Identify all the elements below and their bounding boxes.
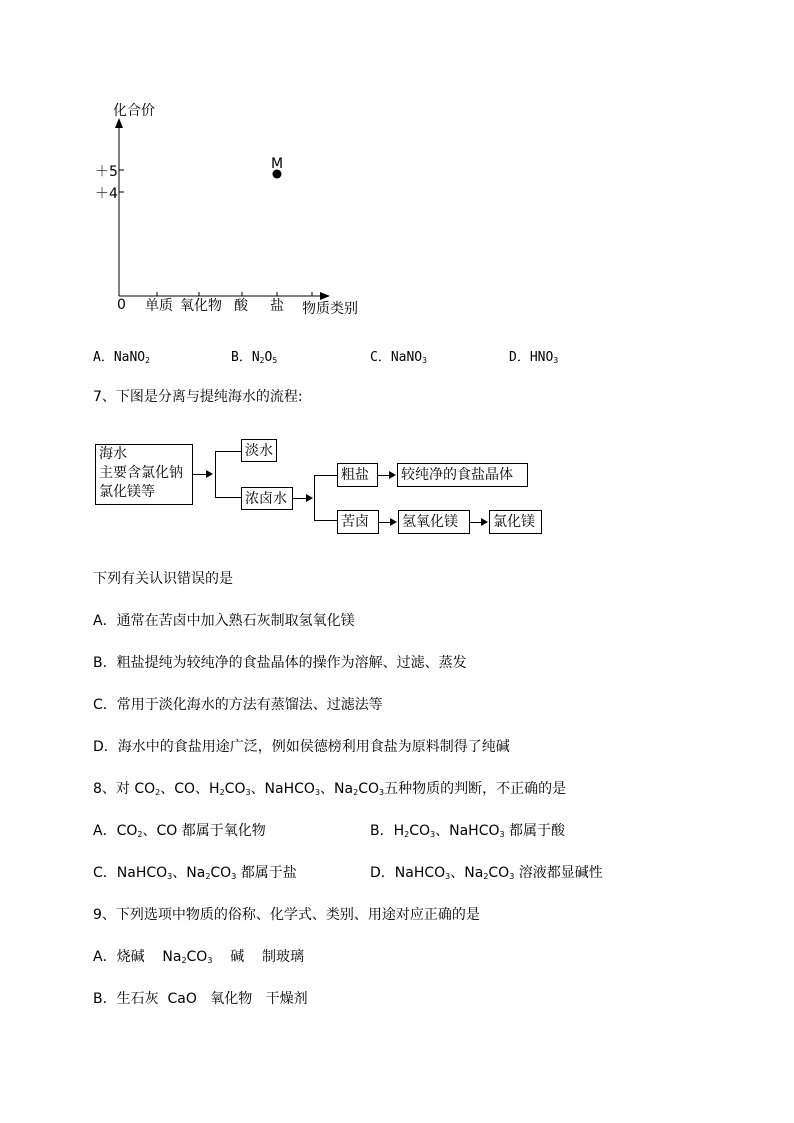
seawater-line: 氯化镁等 (99, 484, 155, 500)
category-label: 盐 (270, 298, 284, 314)
category-label: 酸 (234, 298, 248, 314)
q7-title: 7、下图是分离与提纯海水的流程: (93, 389, 303, 405)
box-bittern: 苦卤 (337, 510, 379, 534)
q8-option-c[interactable]: C．NaHCO$_3$、$Na_2CO_3$ 都属于盐 (93, 865, 297, 881)
origin-label: 0 (117, 297, 126, 313)
y-tick-label: ＋5 (95, 164, 118, 180)
option-letter: D． (509, 350, 530, 365)
x-axis-label: 物质类别 (302, 301, 358, 317)
option-text: 都属于氧化物 (181, 823, 266, 839)
formula: O (264, 350, 273, 365)
option-text: 溶液都显碱性 (518, 865, 603, 881)
box-crude-salt: 粗盐 (337, 463, 378, 487)
category-label: 氧化物 (180, 298, 222, 314)
q6-option-d[interactable] (509, 346, 558, 365)
seawater-line: 主要含氯化钠 (99, 465, 183, 481)
category-label: 单质 (145, 298, 173, 314)
common-name: 烧碱 (116, 949, 145, 965)
point-label: M (271, 156, 284, 172)
formula: HNO (529, 350, 554, 365)
q6-option-b[interactable] (231, 346, 277, 365)
connector (314, 475, 337, 476)
category: 氧化物 (210, 991, 253, 1007)
connector (314, 520, 337, 521)
common-name: 生石灰 (116, 991, 159, 1007)
x-ticks (157, 292, 312, 296)
x-axis-arrow (320, 292, 330, 300)
connector (215, 451, 216, 498)
q7-option-d[interactable]: D．海水中的食盐用途广泛，例如侯德榜利用食盐为原料制得了纯碱 (93, 739, 510, 755)
q7-option-b[interactable]: B．粗盐提纯为较纯净的食盐晶体的操作为溶解、过滤、蒸发 (93, 655, 467, 671)
q8-title-prefix: 8、对 CO (93, 781, 156, 797)
q8-option-a[interactable]: A．$CO_2$、CO 都属于氧化物 (93, 823, 266, 839)
connector (293, 498, 307, 499)
option-text: 都属于盐 (240, 865, 297, 881)
q9-title: 9、下列选项中物质的俗称、化学式、类别、用途对应正确的是 (93, 907, 480, 923)
arrow-icon (390, 518, 397, 526)
arrow-icon (306, 494, 313, 502)
arrow-icon (389, 471, 396, 479)
option-letter: B． (93, 991, 117, 1007)
category: 碱 (230, 949, 245, 965)
option-letter: A． (93, 949, 117, 965)
q9-option-b[interactable] (93, 990, 308, 1008)
use: 干燥剂 (265, 991, 308, 1007)
y-axis-label: 化合价 (113, 103, 155, 119)
chart-svg (0, 0, 794, 340)
q7-option-c[interactable]: C．常用于淡化海水的方法有蒸馏法、过滤法等 (93, 697, 383, 713)
arrow-icon (206, 470, 213, 478)
box-fresh-water: 淡水 (241, 439, 277, 462)
box-pure-salt: 较纯净的食盐晶体 (397, 463, 528, 487)
subscript: 3 (553, 356, 559, 365)
option-letter: C． (370, 350, 391, 365)
q7-stem: 下列有关认识错误的是 (93, 571, 233, 587)
y-ticks (119, 170, 124, 192)
option-letter: A． (93, 350, 114, 365)
y-tick-label: ＋4 (95, 186, 118, 202)
subscript: 2 (259, 356, 265, 365)
formula: CaO (167, 991, 197, 1007)
q8-option-b[interactable]: B．$H_2CO_3$、NaHCO$_3$ 都属于酸 (370, 823, 566, 839)
connector (215, 497, 241, 498)
q8-title-suffix: 五种物质的判断，不正确的是 (384, 781, 567, 797)
seawater-line: 海水 (99, 446, 127, 462)
box-mg-hydroxide: 氢氧化镁 (398, 510, 470, 534)
q7-option-a[interactable]: A．通常在苦卤中加入熟石灰制取氢氧化镁 (93, 613, 355, 629)
q8-title: 8、对 $CO_2$、CO、$H_2CO_3$、NaHCO$_3$、$Na_2CO_3$五种物质的判断，不正确的是 (93, 781, 567, 797)
q8-option-d[interactable]: D．NaHCO$_3$、$Na_2CO_3$ 溶液都显碱性 (370, 865, 603, 881)
formula: NaNO (113, 350, 146, 365)
connector (215, 451, 241, 452)
use: 制玻璃 (262, 949, 305, 965)
connector (314, 475, 315, 521)
formula: N (251, 350, 260, 365)
subscript: 5 (272, 356, 278, 365)
connector (193, 474, 207, 475)
q6-option-c[interactable] (370, 346, 427, 365)
box-mg-chloride: 氯化镁 (489, 510, 542, 534)
option-text: 都属于酸 (509, 823, 566, 839)
q9-option-a[interactable]: A．烧碱 $Na_2CO_3$ 碱 制玻璃 (93, 949, 305, 965)
arrow-icon (481, 518, 488, 526)
box-brine: 浓卤水 (241, 487, 293, 510)
option-letter: B． (231, 350, 252, 365)
formula: NaNO (390, 350, 423, 365)
q6-option-a[interactable] (93, 346, 150, 365)
subscript: 2 (145, 356, 150, 365)
subscript: 3 (422, 356, 427, 365)
box-seawater (95, 444, 193, 505)
